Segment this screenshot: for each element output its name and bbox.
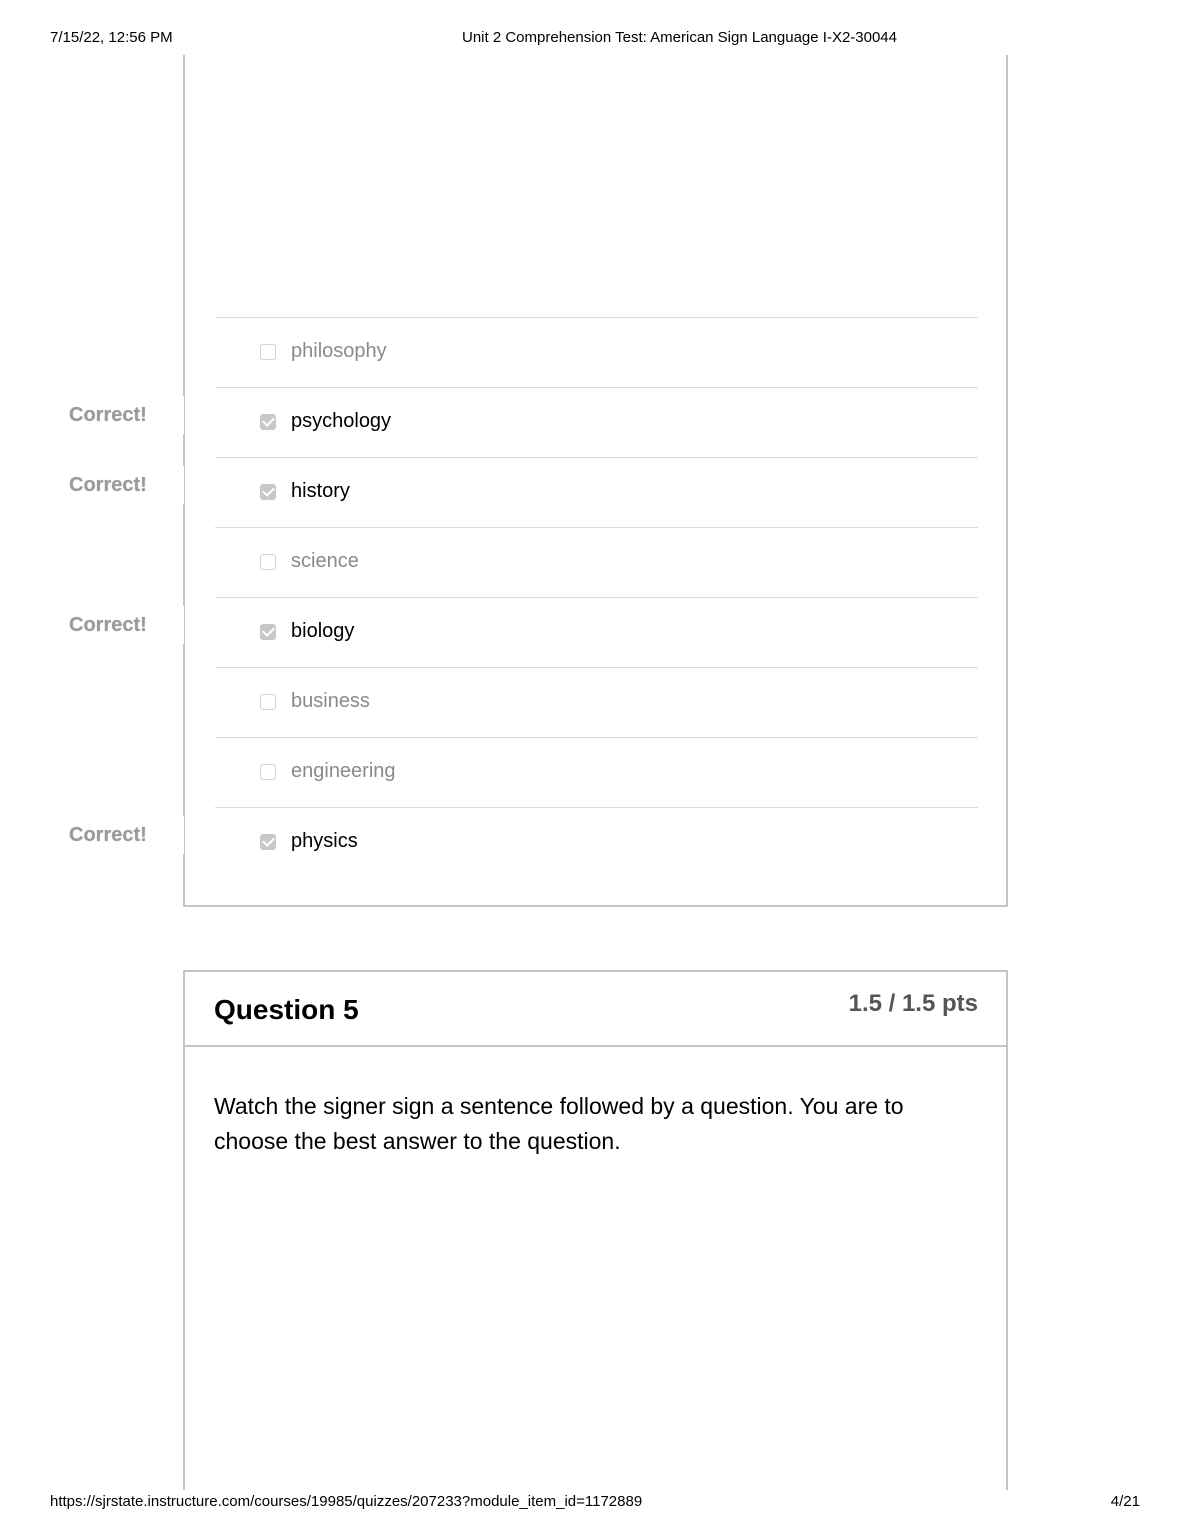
correct-answer-marker: Correct! xyxy=(62,816,184,854)
answer-option-history[interactable] xyxy=(215,457,978,527)
checkbox-checked[interactable] xyxy=(260,624,276,640)
answer-label: physics xyxy=(291,830,358,852)
correct-answer-marker: Correct! xyxy=(62,466,184,504)
question-title: Question 5 xyxy=(214,994,359,1025)
checkbox[interactable] xyxy=(260,694,276,710)
checkbox[interactable] xyxy=(260,764,276,780)
question-prompt: Watch the signer sign a sentence followed by a question. You are to choose the best answer to the question. xyxy=(214,1093,904,1154)
checkbox-checked[interactable] xyxy=(260,834,276,850)
print-url: https://sjrstate.instructure.com/courses/19985/quizzes/207233?module_item_id=1172889 xyxy=(50,1493,643,1510)
answer-option-science[interactable] xyxy=(215,527,978,597)
answer-label: engineering xyxy=(291,760,396,782)
answer-label: science xyxy=(291,550,359,572)
answer-label: biology xyxy=(291,620,355,642)
answer-option-biology[interactable] xyxy=(215,597,978,667)
answer-list xyxy=(215,317,978,877)
answer-option-engineering[interactable] xyxy=(215,737,978,807)
answer-label: history xyxy=(291,480,350,502)
checkbox[interactable] xyxy=(260,554,276,570)
answer-option-physics[interactable] xyxy=(215,807,978,877)
correct-answer-marker: Correct! xyxy=(62,396,184,434)
checkbox-checked[interactable] xyxy=(260,484,276,500)
correct-answer-marker: Correct! xyxy=(62,606,184,644)
answer-label: philosophy xyxy=(291,340,387,362)
question-5-card xyxy=(183,970,1008,1490)
checkbox-checked[interactable] xyxy=(260,414,276,430)
answer-label: business xyxy=(291,690,370,712)
checkbox[interactable] xyxy=(260,344,276,360)
question-points: 1.5 / 1.5 pts xyxy=(848,990,978,1017)
question-4-card xyxy=(183,55,1008,907)
answer-option-psychology[interactable] xyxy=(215,387,978,457)
print-page-number: 4/21 xyxy=(1110,1493,1140,1510)
answer-label: psychology xyxy=(291,410,392,432)
question-header xyxy=(185,972,1006,1047)
print-datetime: 7/15/22, 12:56 PM xyxy=(50,29,173,46)
answer-option-business[interactable] xyxy=(215,667,978,737)
print-page-title: Unit 2 Comprehension Test: American Sign Language I-X2-30044 xyxy=(462,29,897,46)
answer-option-philosophy[interactable] xyxy=(215,317,978,387)
